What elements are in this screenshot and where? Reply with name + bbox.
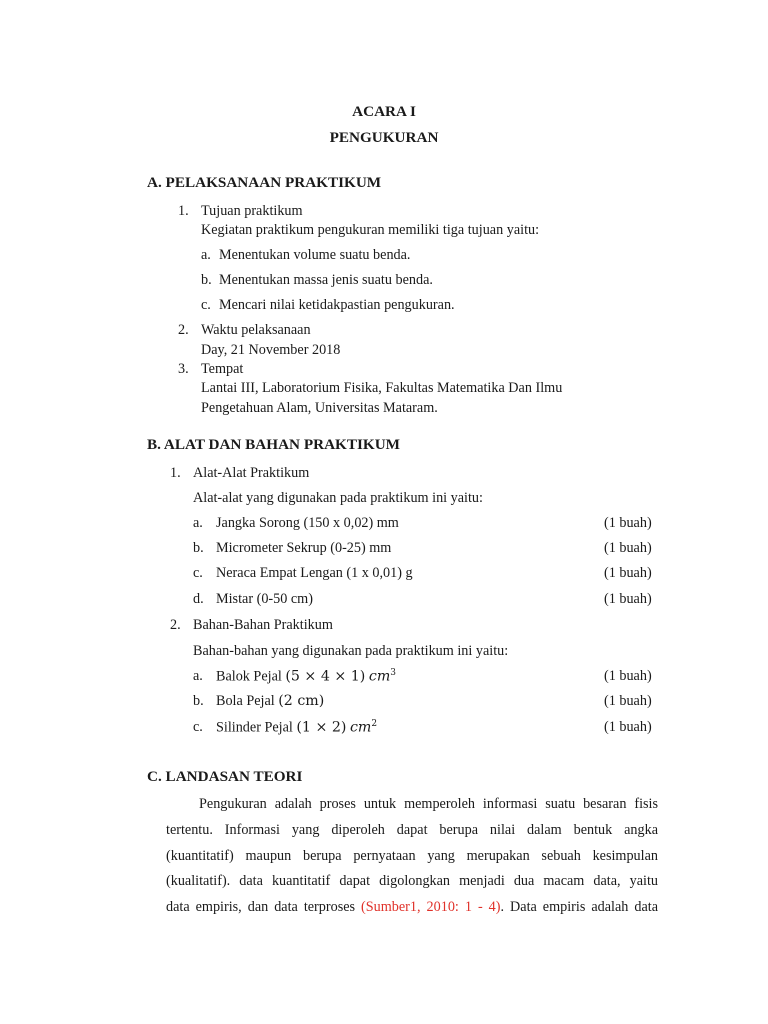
list-item-label: Waktu pelaksanaan — [201, 322, 311, 338]
tool-item-qty: (1 buah) — [604, 540, 652, 556]
tool-item-text: Neraca Empat Lengan (1 x 0,01) g — [216, 565, 413, 581]
sub-letter: b. — [193, 693, 204, 709]
list-number: 2. — [170, 617, 181, 633]
paragraph-text: . Data empiris adalah data — [500, 899, 658, 915]
paragraph-line: (kualitatif). data kuantitatif dapat digolongkan menjadi dua macam data, yaitu — [166, 873, 658, 889]
sub-letter: a. — [193, 668, 203, 684]
list-number: 1. — [170, 465, 181, 481]
section-c-heading: C. LANDASAN TEORI — [147, 768, 303, 785]
document-title: ACARA I — [352, 103, 416, 120]
material-name: Bola Pejal — [216, 693, 275, 709]
paragraph-line: tertentu. Informasi yang diperoleh dapat berupa nilai dalam bentuk angka — [166, 822, 658, 838]
material-name: Balok Pejal — [216, 668, 282, 685]
material-unit-exponent: 2 — [371, 719, 378, 729]
list-item-label: Bahan-Bahan Praktikum — [193, 617, 333, 633]
tool-item-qty: (1 buah) — [604, 565, 652, 581]
list-item-text: Lantai III, Laboratorium Fisika, Fakultas Matematika Dan Ilmu — [201, 380, 563, 396]
paragraph-line — [166, 899, 658, 916]
material-item-qty: (1 buah) — [604, 719, 652, 735]
tool-item-qty: (1 buah) — [604, 515, 652, 531]
material-dimension: (5 × 4 × 1) — [285, 668, 366, 685]
list-item-text: Alat-alat yang digunakan pada praktikum ini yaitu: — [193, 490, 483, 506]
paragraph-line: Pengukuran adalah proses untuk memperoleh informasi suatu besaran fisis — [199, 796, 658, 812]
sub-letter: c. — [193, 565, 203, 581]
sub-item-text: Menentukan volume suatu benda. — [219, 247, 411, 263]
list-item-text: Bahan-bahan yang digunakan pada praktikum ini yaitu: — [193, 643, 509, 659]
material-unit: cm — [368, 668, 391, 685]
list-item-label: Alat-Alat Praktikum — [193, 465, 310, 481]
sub-letter: b. — [193, 540, 204, 556]
material-item-qty: (1 buah) — [604, 693, 652, 709]
sub-letter: b. — [201, 272, 212, 288]
tool-item-qty: (1 buah) — [604, 591, 652, 607]
paragraph-line: (kuantitatif) maupun berupa pernyataan yang merupakan sebuah kesimpulan — [166, 848, 658, 864]
section-b-heading: B. ALAT DAN BAHAN PRAKTIKUM — [147, 436, 401, 453]
material-item — [216, 668, 396, 686]
tool-item-text: Micrometer Sekrup (0-25) mm — [216, 540, 392, 556]
paragraph-text: data empiris, dan data terproses — [166, 899, 356, 915]
material-dimension: (1 × 2) — [296, 719, 347, 736]
list-item-text: Pengetahuan Alam, Universitas Mataram. — [201, 400, 438, 416]
material-unit-exponent: 3 — [390, 668, 397, 678]
material-unit: cm — [349, 719, 372, 736]
list-number: 1. — [178, 203, 189, 219]
material-item — [216, 719, 377, 737]
sub-item-text: Menentukan massa jenis suatu benda. — [219, 272, 433, 288]
material-name: Silinder Pejal — [216, 719, 293, 736]
section-a-heading: A. PELAKSANAAN PRAKTIKUM — [147, 174, 382, 191]
tool-item-text: Mistar (0-50 cm) — [216, 591, 313, 607]
material-item-qty: (1 buah) — [604, 668, 652, 684]
list-item-text: Day, 21 November 2018 — [201, 342, 341, 358]
sub-item-text: Mencari nilai ketidakpastian pengukuran. — [219, 297, 455, 313]
list-number: 2. — [178, 322, 189, 338]
sub-letter: a. — [193, 515, 203, 531]
document-subtitle: PENGUKURAN — [329, 129, 439, 146]
citation-link[interactable]: (Sumber1, 2010: 1 - 4) — [361, 899, 501, 915]
sub-letter: d. — [193, 591, 204, 607]
list-item-text: Kegiatan praktikum pengukuran memiliki tiga tujuan yaitu: — [201, 222, 540, 238]
sub-letter: c. — [201, 297, 211, 313]
material-dimension: (2 cm) — [278, 693, 325, 709]
tool-item-text: Jangka Sorong (150 x 0,02) mm — [216, 515, 399, 531]
material-item — [216, 693, 324, 710]
list-item-label: Tempat — [201, 361, 244, 377]
list-number: 3. — [178, 361, 189, 377]
list-item-label: Tujuan praktikum — [201, 203, 303, 219]
sub-letter: a. — [201, 247, 211, 263]
sub-letter: c. — [193, 719, 203, 735]
